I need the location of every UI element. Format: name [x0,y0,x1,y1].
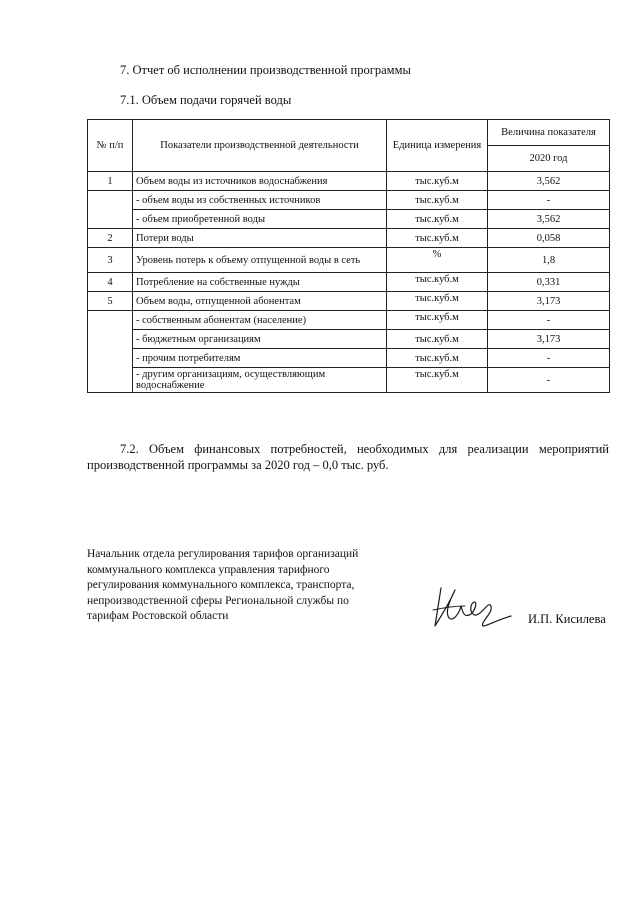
production-program-table [87,119,610,393]
row-num [88,311,133,393]
row-unit: тыс.куб.м [387,229,488,248]
table-row [88,248,610,273]
row-unit: тыс.куб.м [387,191,488,210]
row-value: 3,562 [488,172,610,191]
table-row [88,349,610,368]
table-header-row [88,120,610,146]
row-value: - [488,191,610,210]
row-value: - [488,311,610,330]
row-num: 4 [88,273,133,292]
header-num: № п/п [88,120,133,172]
row-unit: тыс.куб.м [387,368,488,393]
table-row [88,368,610,393]
handwritten-signature [431,580,517,632]
signatory-line: непроизводственной сферы Региональной службы по [87,594,349,607]
row-value: 3,173 [488,330,610,349]
row-name: - объем воды из собственных источников [133,191,387,210]
table-row [88,210,610,229]
row-name: - прочим потребителям [133,349,387,368]
row-num: 1 [88,172,133,191]
row-unit: тыс.куб.м [387,330,488,349]
signatory-line: регулирования коммунального комплекса, транспорта, [87,579,355,591]
row-name: Потери воды [133,229,387,248]
row-name: - объем приобретенной воды [133,210,387,229]
row-name: Уровень потерь к объему отпущенной воды в сеть [133,248,387,273]
table-row [88,191,610,210]
table-row [88,172,610,191]
header-unit: Единица измерения [387,120,488,172]
table-row [88,330,610,349]
row-name: Потребление на собственные нужды [133,273,387,292]
header-value-group: Величина показателя [488,120,610,146]
row-value: 0,331 [488,273,610,292]
row-value: 3,562 [488,210,610,229]
row-num [88,191,133,229]
header-indicator: Показатели производственной деятельности [133,120,387,172]
signatory-line: коммунального комплекса управления тарифного [87,563,330,576]
row-name: - бюджетным организациям [133,330,387,349]
row-unit: тыс.куб.м [387,311,488,330]
table-row [88,311,610,330]
row-num: 5 [88,292,133,311]
row-unit: тыс.куб.м [387,273,488,292]
signatory-line: Начальник отдела регулирования тарифов организаций [87,548,359,560]
row-num: 3 [88,248,133,273]
table-row [88,229,610,248]
table-row [88,292,610,311]
section-title: 7. Отчет об исполнении производственной программы [120,63,411,77]
row-name: - собственным абонентам (население) [133,311,387,330]
header-year: 2020 год [488,146,610,172]
signatory-name: И.П. Кисилева [528,612,606,626]
financial-needs-paragraph: 7.2. Объем финансовых потребностей, необходимых для реализации мероприятий производственной программы за 2020 год – 0,0 тыс. руб. [87,442,609,472]
signatory-line: тарифам Ростовской области [87,610,229,622]
row-unit: тыс.куб.м [387,210,488,229]
row-value: 0,058 [488,229,610,248]
row-name: Объем воды, отпущенной абонентам [133,292,387,311]
row-num: 2 [88,229,133,248]
row-name: - другим организациям, осуществляющим водоснабжение [133,368,387,393]
row-unit: тыс.куб.м [387,172,488,191]
row-value: - [488,349,610,368]
row-unit: тыс.куб.м [387,349,488,368]
row-unit: % [387,248,488,273]
row-unit: тыс.куб.м [387,292,488,311]
subsection-title: 7.1. Объем подачи горячей воды [120,93,292,107]
row-name: Объем воды из источников водоснабжения [133,172,387,191]
row-value: 3,173 [488,292,610,311]
row-value: 1,8 [488,248,610,273]
signatory-position [87,547,427,625]
row-value: - [488,368,610,393]
table-row [88,273,610,292]
